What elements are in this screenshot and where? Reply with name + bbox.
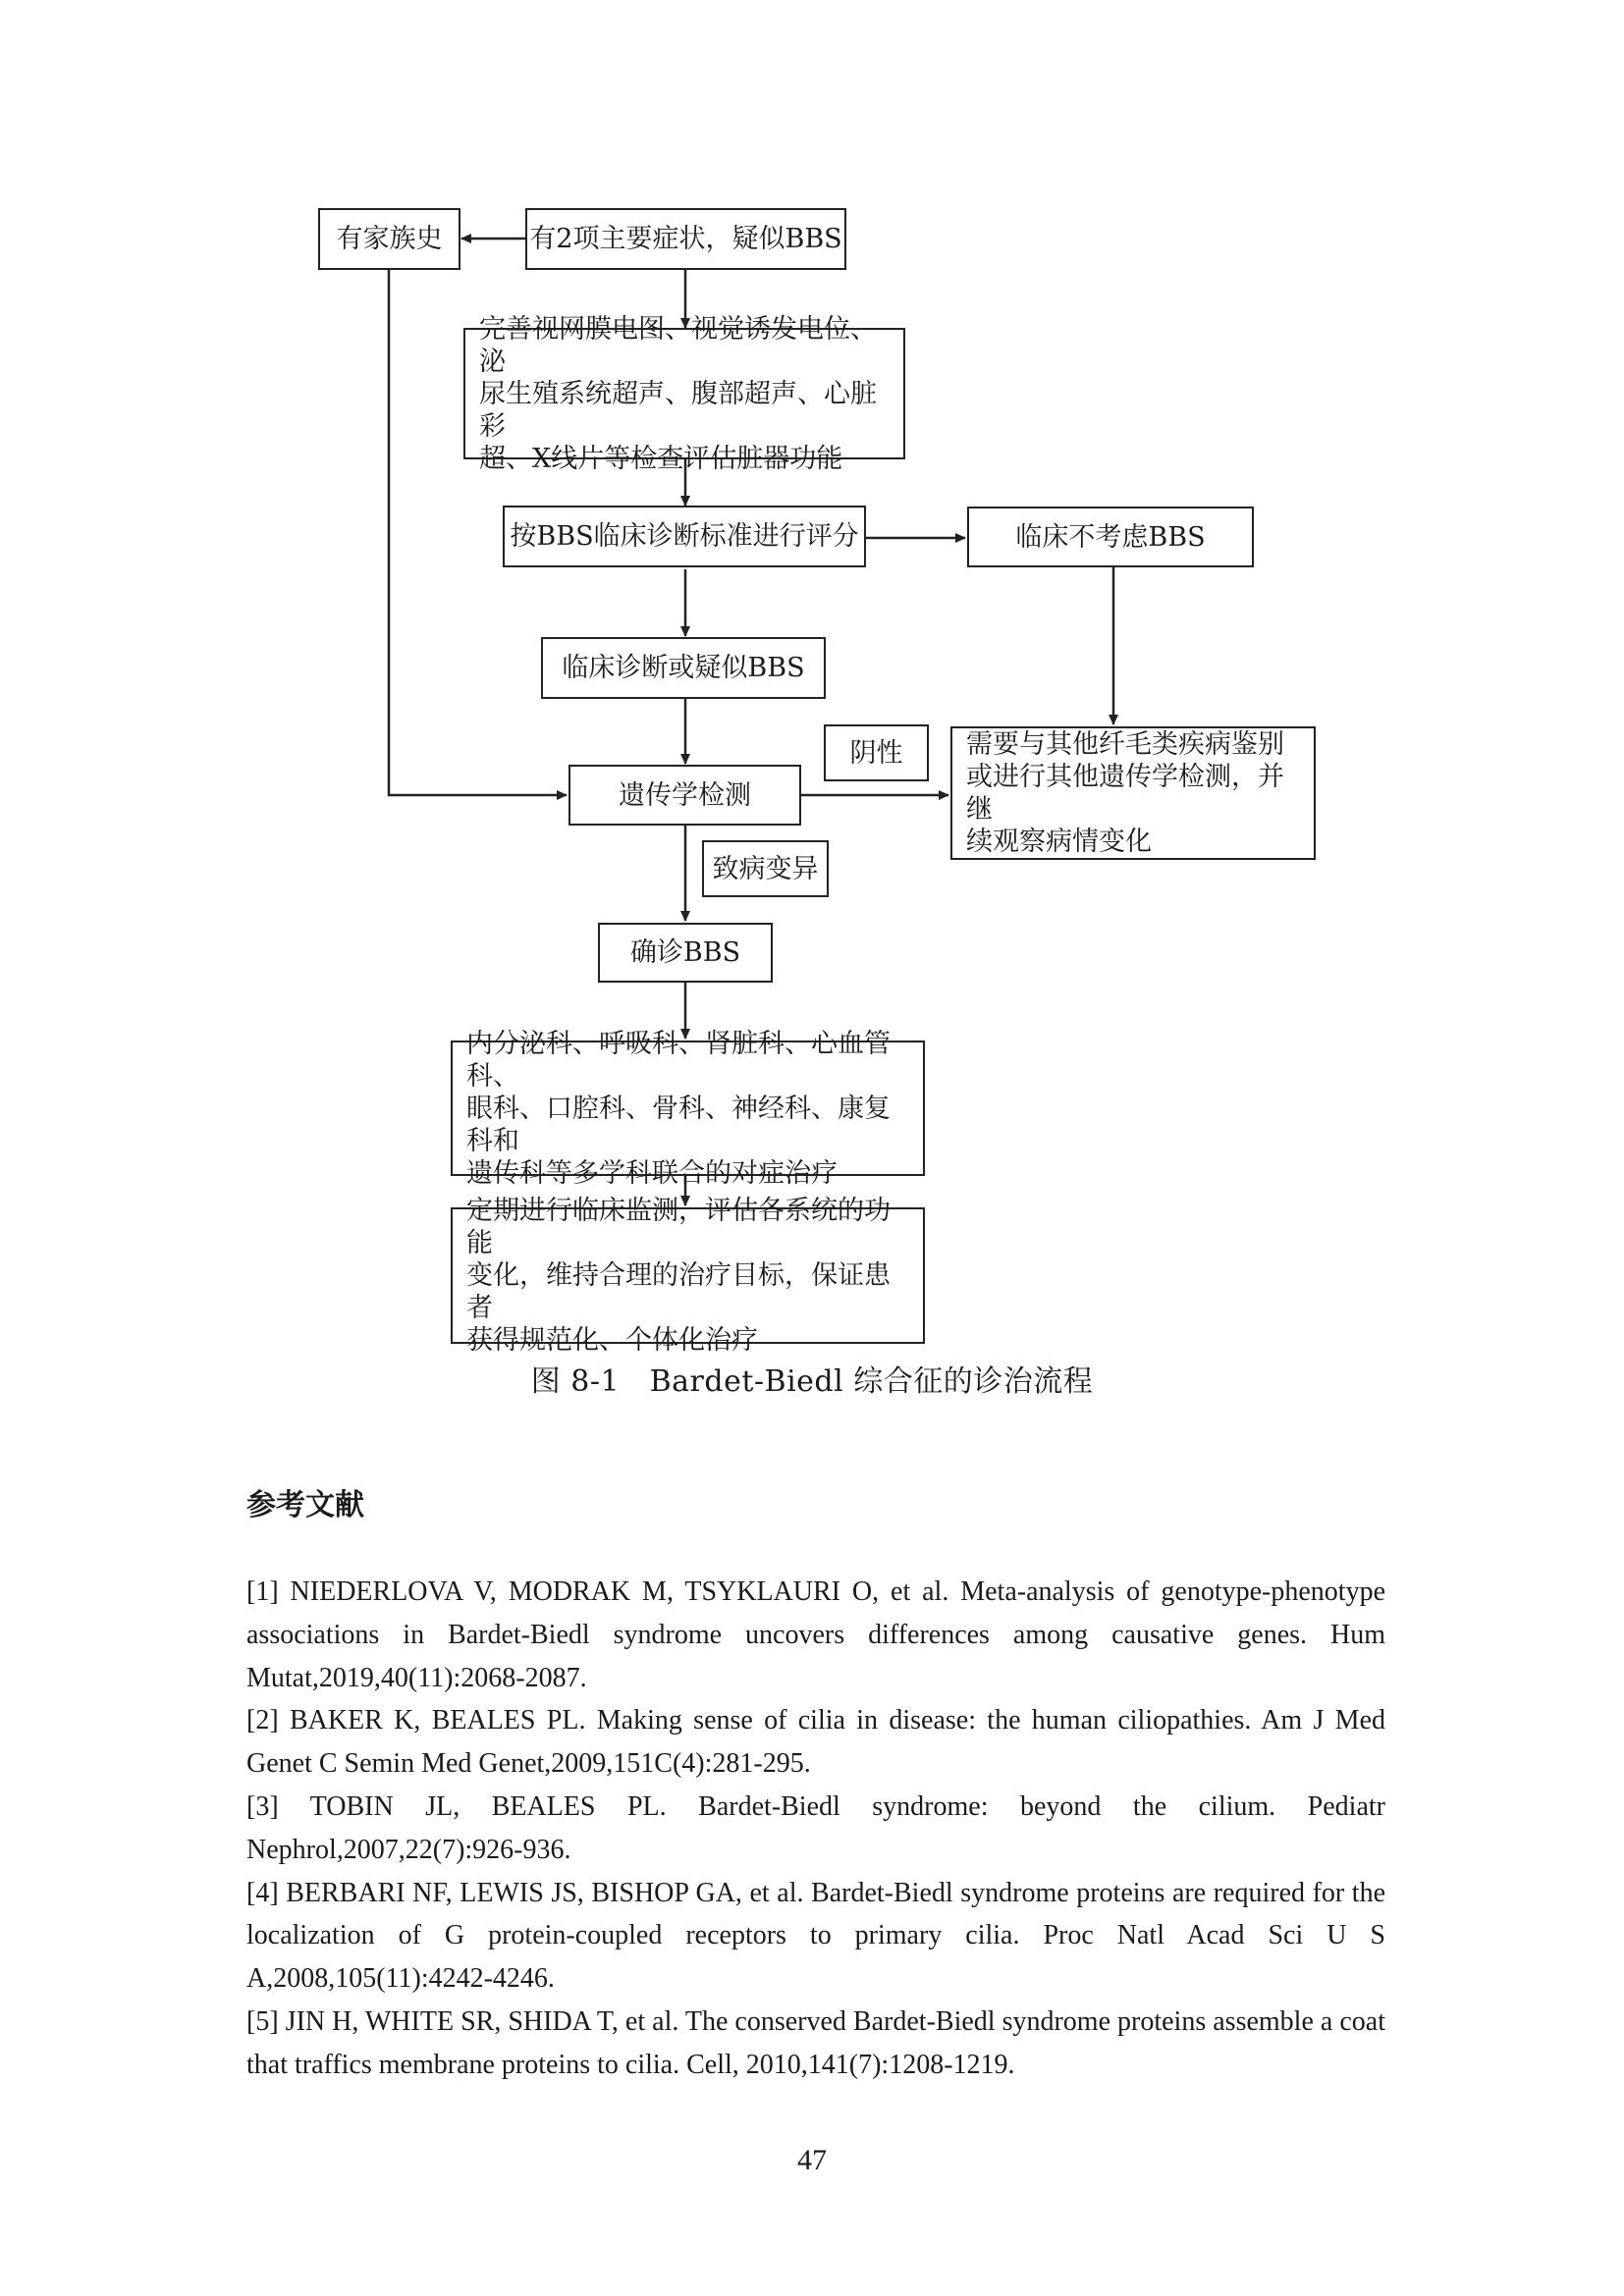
box-two-symptoms [525, 208, 846, 270]
box-family-history-text: 有家族史 [336, 224, 443, 254]
box-exams [463, 313, 905, 474]
box-differential [950, 726, 1316, 860]
box-not-considered [967, 507, 1254, 567]
box-scoring-text: 按BBS临床诊断标准进行评分 [510, 521, 859, 552]
reference-item: [5] JIN H, WHITE SR, SHIDA T, et al. The conserved Bardet-Biedl syndrome proteins assemble a coat that traffics membrane proteins to cilia. Cell, 2010,141(7):1208-1219. [246, 2005, 1385, 2080]
label-pathogenic [702, 840, 829, 897]
box-monitoring [451, 1196, 925, 1356]
references-list [246, 1571, 1385, 2087]
box-mdt [451, 1028, 925, 1189]
box-confirmed [598, 923, 773, 983]
box-genetic-test-text: 遗传学检测 [619, 779, 751, 811]
box-clinical-dx [541, 637, 826, 699]
references-heading: 参考文献 [246, 1488, 364, 1522]
label-pathogenic-text: 致病变异 [712, 853, 819, 884]
box-two-symptoms-text: 有2项主要症状，疑似BBS [529, 224, 842, 254]
box-confirmed-text: 确诊BBS [629, 937, 741, 968]
reference-item: [1] NIEDERLOVA V, MODRAK M, TSYKLAURI O, et al. Meta-analysis of genotype-phenotype associations in Bardet-Biedl syndrome uncovers differences among causative genes. Hum Mutat,2019,40(11):2068-2087. [246, 1576, 1385, 1693]
box-clinical-dx-text: 临床诊断或疑似BBS [562, 653, 805, 683]
box-family-history [318, 208, 460, 270]
box-exams-text: 完善视网膜电图、视觉诱发电位、泌 尿生殖系统超声、腹部超声、心脏彩 超、X线片等检查评估脏器功能 [479, 313, 877, 474]
figure-caption: 图 8-1 Bardet-Biedl 综合征的诊治流程 [530, 1364, 1094, 1399]
box-differential-text: 需要与其他纤毛类疾病鉴别 或进行其他遗传学检测，并继 续观察病情变化 [966, 729, 1284, 857]
label-negative-text: 阴性 [849, 737, 903, 769]
box-mdt-text: 内分泌科、呼吸科、肾脏科、心血管科、 眼科、口腔科、骨科、神经科、康复科和 遗传科等多学科联合的对症治疗 [466, 1028, 891, 1189]
label-negative [824, 724, 929, 781]
reference-item: [3] TOBIN JL, BEALES PL. Bardet-Biedl syndrome: beyond the cilium. Pediatr Nephrol,2007,22(7):926-936. [246, 1790, 1385, 1865]
page-number: 47 [797, 2144, 827, 2176]
box-not-considered-text: 临床不考虑BBS [1015, 521, 1206, 553]
box-genetic-test [568, 765, 801, 826]
box-monitoring-text: 定期进行临床监测，评估各系统的功能 变化，维持合理的治疗目标，保证患者 获得规范化、个体化治疗 [466, 1196, 891, 1356]
box-scoring [503, 506, 866, 567]
reference-item: [4] BERBARI NF, LEWIS JS, BISHOP GA, et al. Bardet-Biedl syndrome proteins are required for the localization of G protein-coupled receptors to primary cilia. Proc Natl Acad Sci U S A,2008,105(11):4242-4246. [246, 1877, 1385, 1995]
reference-item: [2] BAKER K, BEALES PL. Making sense of cilia in disease: the human ciliopathies. Am J Med Genet C Semin Med Genet,2009,151C(4):281-295. [246, 1705, 1385, 1780]
